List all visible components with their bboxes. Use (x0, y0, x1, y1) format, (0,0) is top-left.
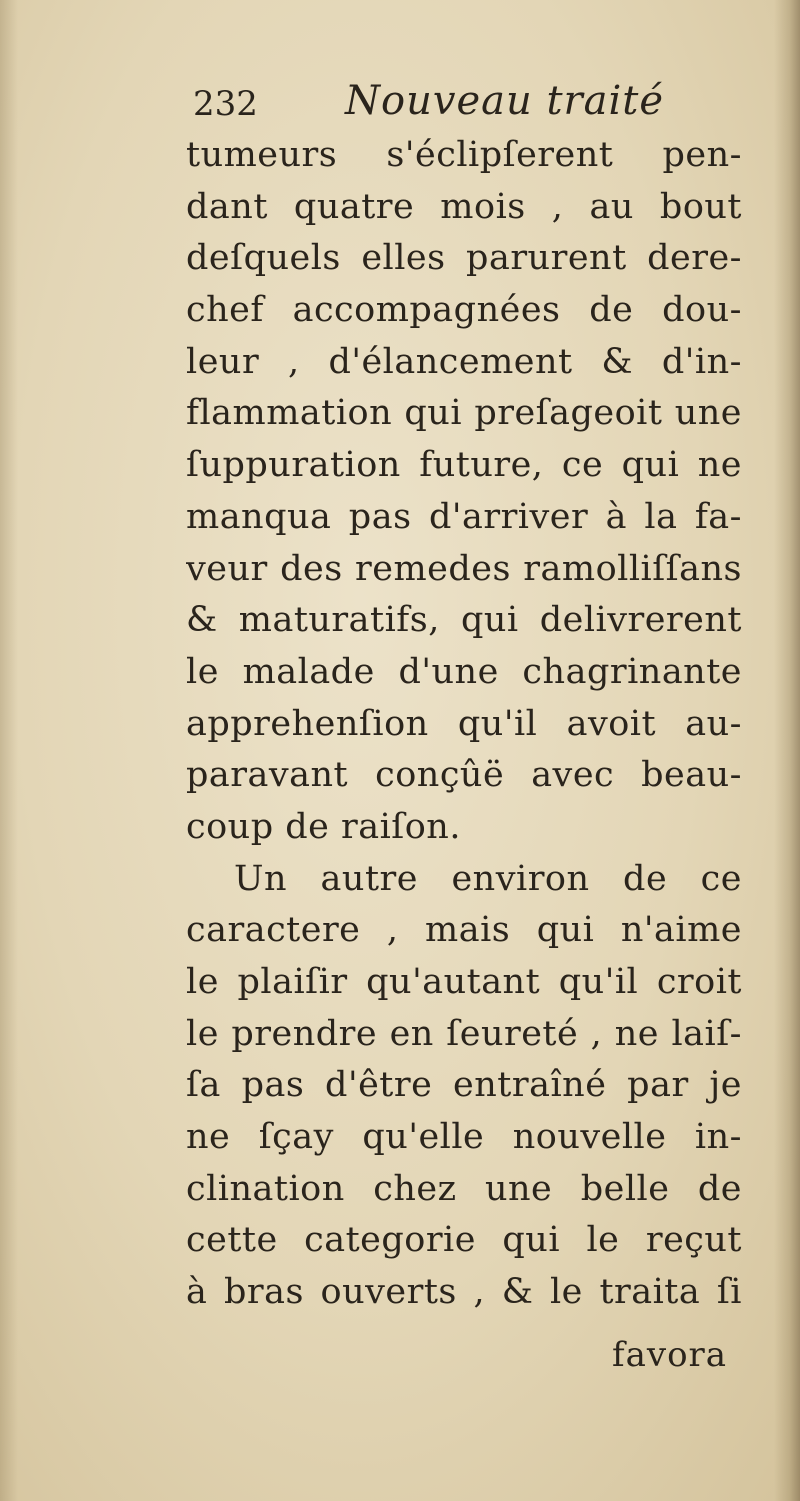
page-number: 232 (193, 84, 258, 124)
text-line: apprehenſion qu'il avoit au- (186, 703, 742, 744)
text-line: chef accompagnées de dou- (186, 290, 742, 331)
text-line: le malade d'une chagrinante (186, 651, 742, 692)
text-line: le plaiſir qu'autant qu'il croit (186, 962, 742, 1002)
text-line: flammation qui preſageoit une (186, 393, 742, 434)
text-line: caractere , mais qui n'aime (186, 910, 742, 951)
catchword: favora (612, 1335, 728, 1375)
text-line: ſa pas d'être entraîné par je (186, 1065, 742, 1106)
running-title: Nouveau traité (345, 78, 665, 124)
text-line: ſuppuration future, ce qui ne (186, 445, 742, 486)
text-line: veur des remedes ramolliſſans (186, 548, 742, 589)
text-line: cette categorie qui le reçut (186, 1220, 742, 1261)
text-line: deſquels elles parurent dere- (186, 238, 742, 279)
page-shadow-right (774, 0, 800, 1501)
text-line: tumeurs s'éclipſerent pen- (186, 135, 742, 175)
text-line: dant quatre mois , au bout (186, 186, 742, 227)
text-line: coup de raiſon. (186, 806, 461, 847)
page-header (185, 78, 745, 138)
text-line: & maturatifs, qui delivrerent (186, 600, 742, 641)
text-line: à bras ouverts , & le traita ſi (186, 1272, 742, 1313)
paragraph-start-line: Un autre environ de ce (234, 858, 742, 899)
body-text (186, 130, 742, 1319)
text-line: ne ſçay qu'elle nouvelle in- (186, 1117, 742, 1158)
text-line: clination chez une belle de (186, 1168, 742, 1209)
text-line: leur , d'élancement & d'in- (186, 341, 742, 382)
text-line: manqua pas d'arriver à la fa- (186, 496, 742, 537)
text-line: le prendre en ſeureté , ne laiſ- (186, 1013, 742, 1054)
page-shadow-left (0, 0, 18, 1501)
text-line: paravant conçûë avec beau- (186, 755, 742, 796)
